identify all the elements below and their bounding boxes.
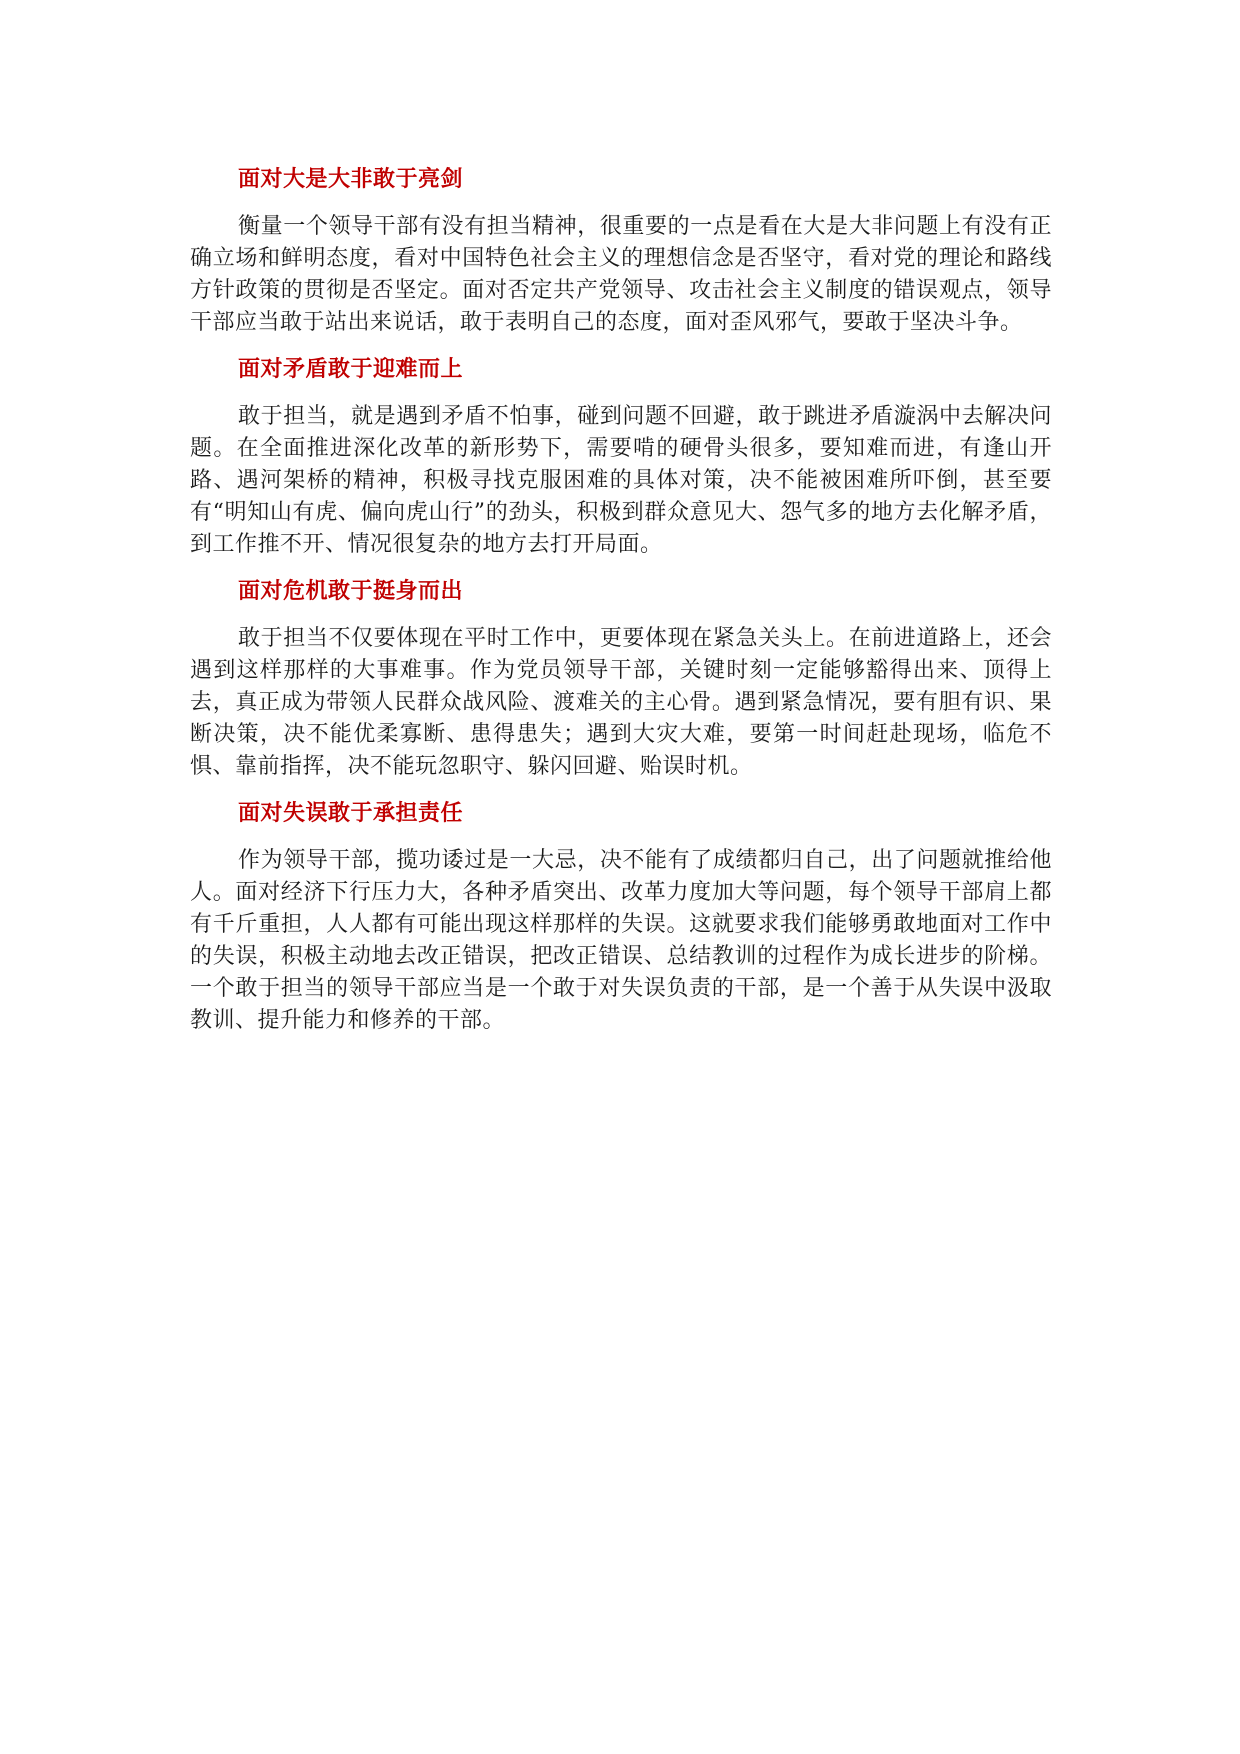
section-paragraph: 敢于担当，就是遇到矛盾不怕事，碰到问题不回避，敢于跳进矛盾漩涡中去解决问题。在全面推进深化改革的新形势下，需要啃的硬骨头很多，要知难而进，有逢山开路、遇河架桥的精神，积极寻找克服困难的具体对策，决不能被困难所吓倒，甚至要有“明知山有虎、偏向虎山行”的劲头，积极到群众意见大、怨气多的地方去化解矛盾，到工作推不开、情况很复杂的地方去打开局面。 xyxy=(190,404,1052,557)
section-paragraph: 作为领导干部，揽功诿过是一大忌，决不能有了成绩都归自己，出了问题就推给他人。面对经济下行压力大，各种矛盾突出、改革力度加大等问题，每个领导干部肩上都有千斤重担，人人都有可能出现这样那样的失误。这就要求我们能够勇敢地面对工作中的失误，积极主动地去改正错误，把改正错误、总结教训的过程作为成长进步的阶梯。一个敢于担当的领导干部应当是一个敢于对失误负责的干部，是一个善于从失误中汲取教训、提升能力和修养的干部。 xyxy=(190,848,1052,1033)
section-heading: 面对矛盾敢于迎难而上 xyxy=(238,356,464,382)
section-heading: 面对大是大非敢于亮剑 xyxy=(238,166,464,192)
section-heading: 面对失误敢于承担责任 xyxy=(238,800,464,826)
document-page xyxy=(190,163,1052,1051)
section-heading: 面对危机敢于挺身而出 xyxy=(238,578,464,604)
section-paragraph: 衡量一个领导干部有没有担当精神，很重要的一点是看在大是大非问题上有没有正确立场和鲜明态度，看对中国特色社会主义的理想信念是否坚守，看对党的理论和路线方针政策的贯彻是否坚定。面对否定共产党领导、攻击社会主义制度的错误观点，领导干部应当敢于站出来说话，敢于表明自己的态度，面对歪风邪气，要敢于坚决斗争。 xyxy=(190,214,1052,335)
section-paragraph: 敢于担当不仅要体现在平时工作中，更要体现在紧急关头上。在前进道路上，还会遇到这样那样的大事难事。作为党员领导干部，关键时刻一定能够豁得出来、顶得上去，真正成为带领人民群众战风险、渡难关的主心骨。遇到紧急情况，要有胆有识、果断决策，决不能优柔寡断、患得患失；遇到大灾大难，要第一时间赶赴现场，临危不惧、靠前指挥，决不能玩忽职守、躲闪回避、贻误时机。 xyxy=(190,626,1052,779)
